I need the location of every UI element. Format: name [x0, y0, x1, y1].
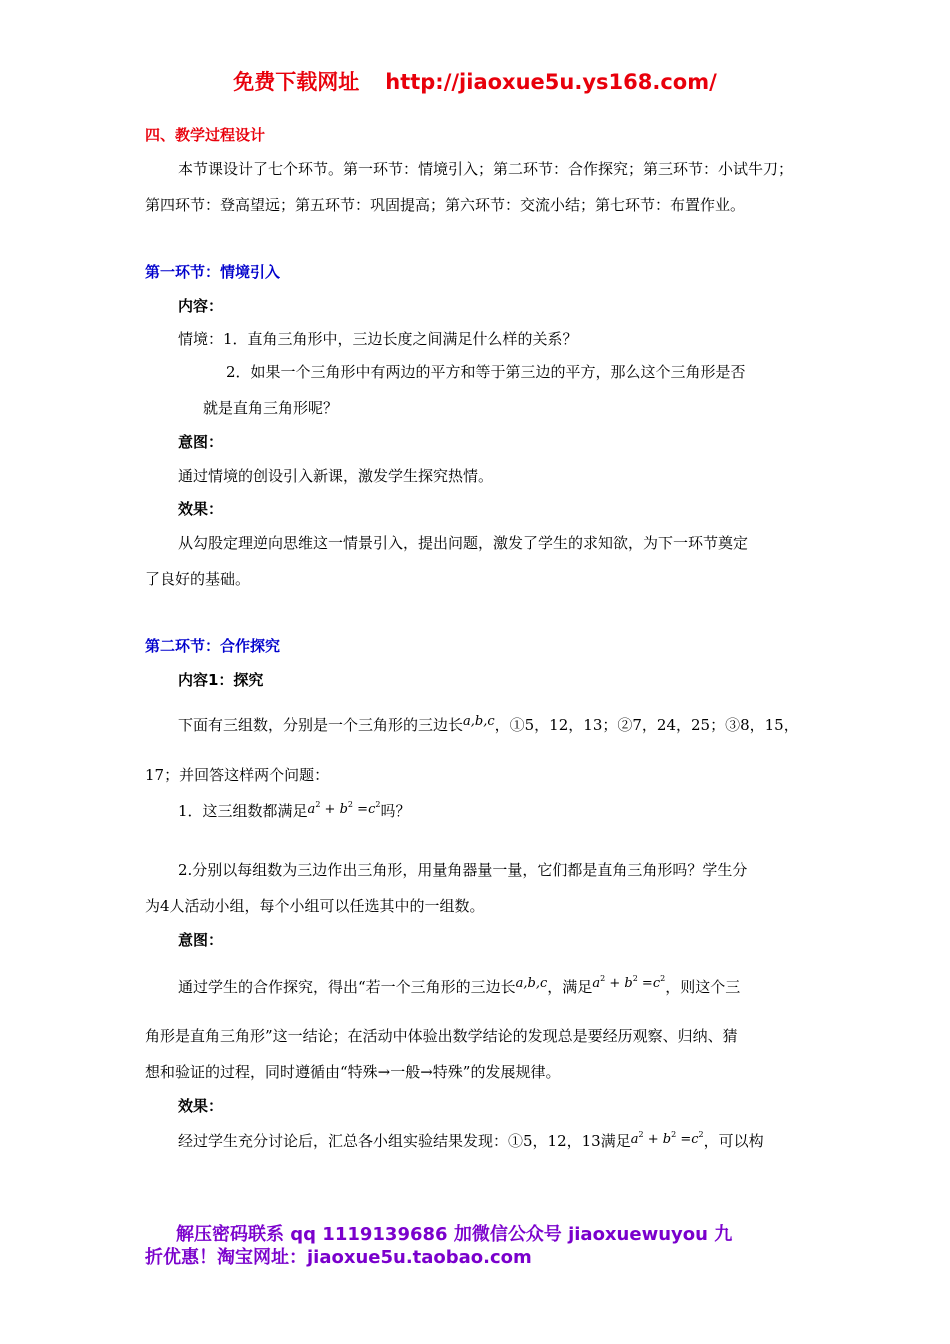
- text-run: ，可以构: [703, 1132, 764, 1150]
- paragraph-line: 了良好的基础。: [145, 570, 251, 588]
- text-run: 1．这三组数都满足: [178, 802, 308, 820]
- effect-label: 效果：: [178, 1097, 224, 1115]
- content-label: 内容：: [178, 297, 224, 315]
- paragraph-line: [178, 1130, 764, 1151]
- effect-label: 效果：: [178, 500, 224, 518]
- section-title-teaching-process: 四、教学过程设计: [145, 126, 266, 144]
- paragraph-line: 情境：1．直角三角形中，三边长度之间满足什么样的关系？: [178, 330, 578, 348]
- math-formula: $a^2 + b^2 =c^2$: [630, 1130, 704, 1147]
- paragraph-line: 从勾股定理逆向思维这一情景引入，提出问题，激发了学生的求知欲，为下一环节奠定: [178, 534, 749, 552]
- paragraph-line: [178, 800, 410, 821]
- text-run: 经过学生充分讨论后，汇总各小组实验结果发现：①5，12，13满足: [178, 1132, 631, 1150]
- paragraph-line: [178, 974, 740, 997]
- paragraph-line: 通过情境的创设引入新课，激发学生探究热情。: [178, 467, 494, 485]
- paragraph-line: [178, 714, 799, 735]
- text-run: 下面有三组数，分别是一个三角形的三边长: [178, 716, 464, 734]
- intent-label: 意图：: [178, 931, 224, 949]
- header-title: 免费下载网址: [233, 70, 360, 94]
- paragraph-line: 第四环节：登高望远；第五环节：巩固提高；第六环节：交流小结；第七环节：布置作业。: [145, 196, 746, 214]
- paragraph-line: 2．如果一个三角形中有两边的平方和等于第三边的平方，那么这个三角形是否: [226, 363, 746, 381]
- text-run: 吗？: [380, 802, 411, 820]
- paragraph-line: 2.分别以每组数为三边作出三角形，用量角器量一量，它们都是直角三角形吗？学生分: [178, 861, 748, 879]
- text-run: ，①5，12，13；②7，24，25；③8，15，: [494, 716, 799, 734]
- footer-line-2: 折优惠！淘宝网址：jiaoxue5u.taobao.com: [145, 1247, 532, 1268]
- paragraph-line: 为4人活动小组，每个小组可以任选其中的一组数。: [145, 897, 485, 915]
- page-header: [0, 66, 950, 96]
- text-run: ，则这个三: [665, 978, 741, 996]
- footer-line-1: 解压密码联系 qq 1119139686 加微信公众号 jiaoxuewuyou 九: [176, 1224, 733, 1245]
- text-run: ，满足: [547, 978, 593, 996]
- math-formula: $a^2 + b^2 =c^2$: [307, 800, 381, 817]
- paragraph-line: 本节课设计了七个环节。第一环节：情境引入；第二环节：合作探究；第三环节：小试牛刀；: [178, 160, 794, 178]
- section-title-part2: 第二环节：合作探究: [145, 637, 281, 655]
- section-title-part1: 第一环节：情境引入: [145, 263, 281, 281]
- header-url[interactable]: http://jiaoxue5u.ys168.com/: [385, 70, 717, 94]
- paragraph-line: 就是直角三角形呢？: [203, 399, 339, 417]
- math-formula: $a^2 + b^2 =c^2$: [592, 974, 666, 991]
- text-run: 通过学生的合作探究，得出“若一个三角形的三边长: [178, 978, 516, 996]
- math-abc: a,b,c: [515, 976, 548, 991]
- paragraph-line: 角形是直角三角形”这一结论；在活动中体验出数学结论的发现总是要经历观察、归纳、猜: [145, 1027, 738, 1045]
- paragraph-line: 想和验证的过程，同时遵循由“特殊→一般→特殊”的发展规律。: [145, 1063, 561, 1081]
- intent-label: 意图：: [178, 433, 224, 451]
- content-label: 内容1：探究: [178, 671, 264, 689]
- math-abc: a,b,c: [463, 714, 495, 729]
- paragraph-line: 17；并回答这样两个问题：: [145, 766, 330, 784]
